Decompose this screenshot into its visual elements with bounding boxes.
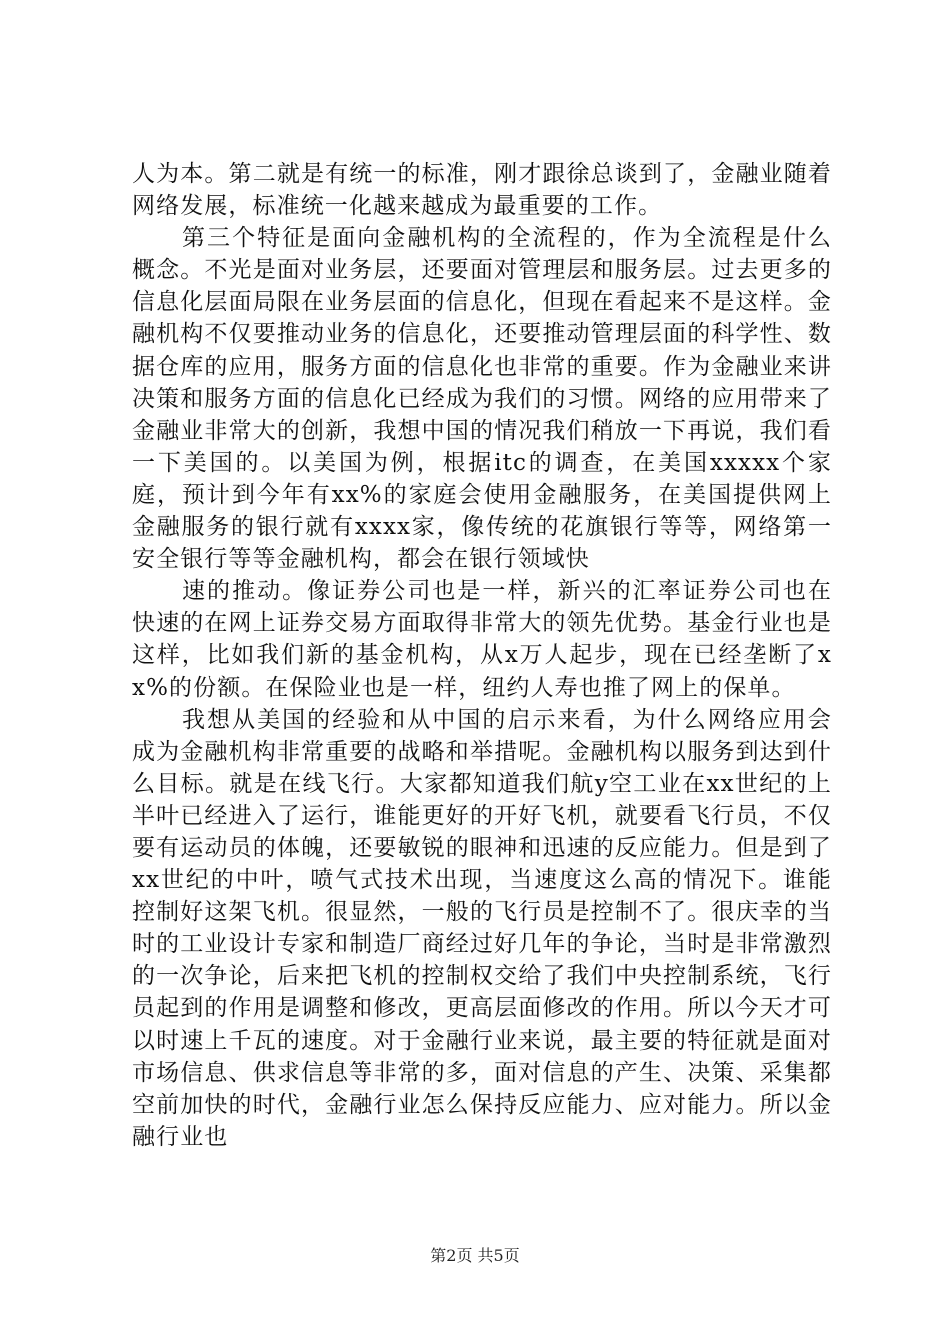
paragraph-fast-promotion: 速的推动。像证券公司也是一样，新兴的汇率证券公司也在快速的在网上证券交易方面取得非常大的领先优势。基金行业也是这样，比如我们新的基金机构，从x万人起步，现在已经垄断了xx%的份额。在保险业也是一样，纽约人寿也推了网上的保单。 — [132, 578, 832, 701]
paragraph-us-experience: 我想从美国的经验和从中国的启示来看，为什么网络应用会成为金融机构非常重要的战略和举措呢。金融机构以服务到达到什么目标。就是在线飞行。大家都知道我们航y空工业在xx世纪的上半叶已经进入了运行，谁能更好的开好飞机，就要看飞行员，不仅要有运动员的体魄，还要敏锐的眼神和迅速的反应能力。但是到了xx世纪的中叶，喷气式技术出现，当速度这么高的情况下。谁能控制好这架飞机。很显然，一般的飞行员是控制不了。很庆幸的当时的工业设计专家和制造厂商经过好几年的争论，当时是非常激烈的一次争论，后来把飞机的控制权交给了我们中央控制系统，飞行员起到的作用是调整和修改，更高层面修改的作用。所以今天才可以时速上千瓦的速度。对于金融行业来说，最主要的特征就是面对市场信息、供求信息等非常的多，面对信息的产生、决策、采集都空前加快的时代，金融行业怎么保持反应能力、应对能力。所以金融行业也 — [132, 706, 832, 1150]
paragraph-continuation: 人为本。第二就是有统一的标准，刚才跟徐总谈到了，金融业随着网络发展，标准统一化越来越成为最重要的工作。 — [132, 161, 832, 220]
page-number-footer: 第2页 共5页 — [430, 1246, 520, 1265]
document-body — [132, 158, 832, 1153]
paragraph-third-feature: 第三个特征是面向金融机构的全流程的，作为全流程是什么概念。不光是面对业务层，还要面对管理层和服务层。过去更多的信息化层面局限在业务层面的信息化，但现在看起来不是这样。金融机构不仅要推动业务的信息化，还要推动管理层面的科学性、数据仓库的应用，服务方面的信息化也非常的重要。作为金融业来讲决策和服务方面的信息化已经成为我们的习惯。网络的应用带来了金融业非常大的创新，我想中国的情况我们稍放一下再说，我们看一下美国的。以美国为例，根据itc的调查，在美国xxxxx个家庭，预计到今年有xx%的家庭会使用金融服务，在美国提供网上金融服务的银行就有xxxx家，像传统的花旗银行等等，网络第一安全银行等等金融机构，都会在银行领域快 — [132, 225, 832, 573]
